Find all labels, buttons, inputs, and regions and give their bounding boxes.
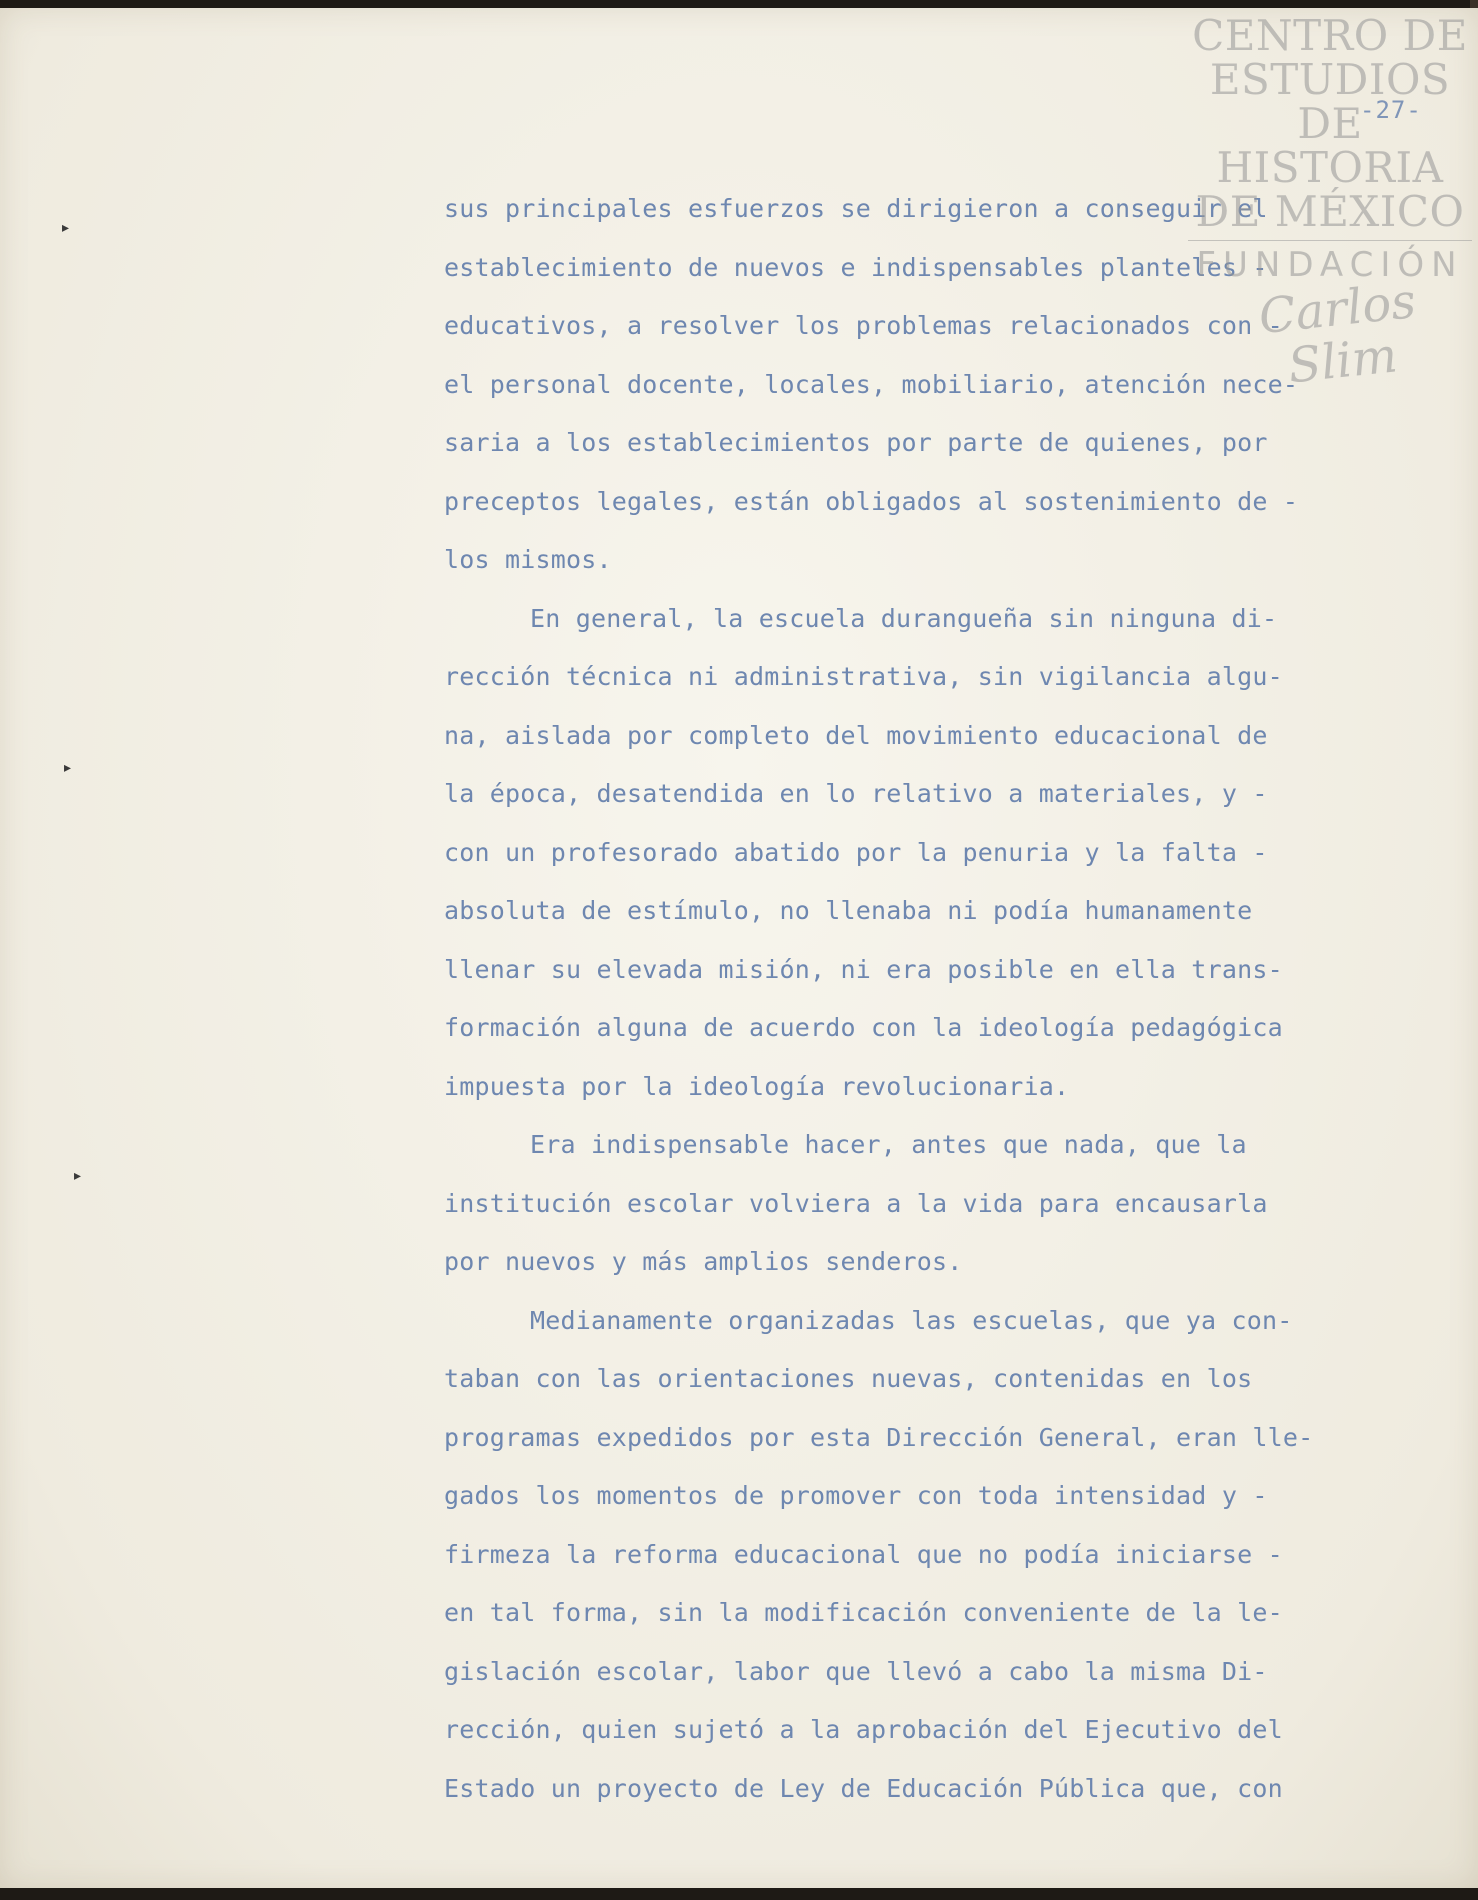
archive-watermark — [1180, 11, 1478, 395]
watermark-fundacion: FUNDACIÓN — [1196, 245, 1464, 285]
text-line: la época, desatendida en lo relativo a materiales, y - — [444, 779, 1268, 808]
text-line: programas expedidos por esta Dirección General, eran lle- — [444, 1422, 1314, 1452]
watermark-line: DE HISTORIA — [1216, 99, 1444, 192]
document-page — [0, 8, 1478, 1888]
text-line: con un profesorado abatido por la penuria y la falta - — [444, 837, 1268, 867]
text-line: institución escolar volviera a la vida para encausarla — [444, 1188, 1268, 1218]
paragraph-start-line: Era indispensable hacer, antes que nada, que la — [530, 1130, 1247, 1159]
watermark-divider — [1188, 240, 1472, 241]
text-line: por nuevos y más amplios senderos. — [444, 1247, 963, 1276]
text-line: gados los momentos de promover con toda intensidad y - — [444, 1481, 1268, 1510]
watermark-signature: Carlos Slim — [1256, 273, 1419, 395]
text-line: preceptos legales, están obligados al sostenimiento de - — [444, 486, 1299, 516]
text-line: el personal docente, locales, mobiliario, atención nece- — [444, 369, 1299, 399]
page-number: -27- — [1360, 96, 1422, 124]
text-line: taban con las orientaciones nuevas, contenidas en los — [444, 1364, 1253, 1393]
watermark-line: DE MÉXICO — [1195, 187, 1465, 236]
text-line: formación alguna de acuerdo con la ideología pedagógica — [444, 1013, 1283, 1042]
typewritten-text — [444, 180, 1434, 1818]
text-line: rección técnica ni administrativa, sin vigilancia algu- — [444, 662, 1283, 691]
text-line: establecimiento de nuevos e indispensables planteles - — [444, 252, 1268, 282]
punch-mark: ▸ — [74, 1168, 82, 1184]
text-line: sus principales esfuerzos se dirigieron a conseguir el — [444, 194, 1268, 223]
paragraph-start-line: Medianamente organizadas las escuelas, que ya con- — [530, 1305, 1293, 1335]
text-line: los mismos. — [444, 545, 612, 574]
text-line: firmeza la reforma educacional que no podía iniciarse - — [444, 1539, 1283, 1569]
text-line: educativos, a resolver los problemas relacionados con - — [444, 311, 1283, 340]
watermark-line: ESTUDIOS — [1209, 55, 1451, 104]
text-line: gislación escolar, labor que llevó a cabo la misma Di- — [444, 1656, 1268, 1686]
text-line: absoluta de estímulo, no llenaba ni podía humanamente — [444, 896, 1253, 925]
text-line: impuesta por la ideología revolucionaria. — [444, 1071, 1070, 1101]
text-line: saria a los establecimientos por parte de quienes, por — [444, 428, 1268, 457]
paragraph-start-line: En general, la escuela durangueña sin ninguna di- — [530, 603, 1278, 633]
text-line: rección, quien sujetó a la aprobación del Ejecutivo del — [444, 1715, 1283, 1744]
punch-mark: ▸ — [62, 220, 70, 236]
text-line: Estado un proyecto de Ley de Educación Pública que, con — [444, 1773, 1283, 1803]
punch-mark: ▸ — [64, 760, 72, 776]
text-line: en tal forma, sin la modificación conveniente de la le- — [444, 1598, 1283, 1627]
scan-bottom-edge — [0, 1888, 1478, 1900]
text-line: llenar su elevada misión, ni era posible en ella trans- — [444, 954, 1283, 984]
watermark-line: CENTRO DE — [1192, 11, 1468, 60]
text-line: na, aislada por completo del movimiento educacional de — [444, 720, 1268, 750]
